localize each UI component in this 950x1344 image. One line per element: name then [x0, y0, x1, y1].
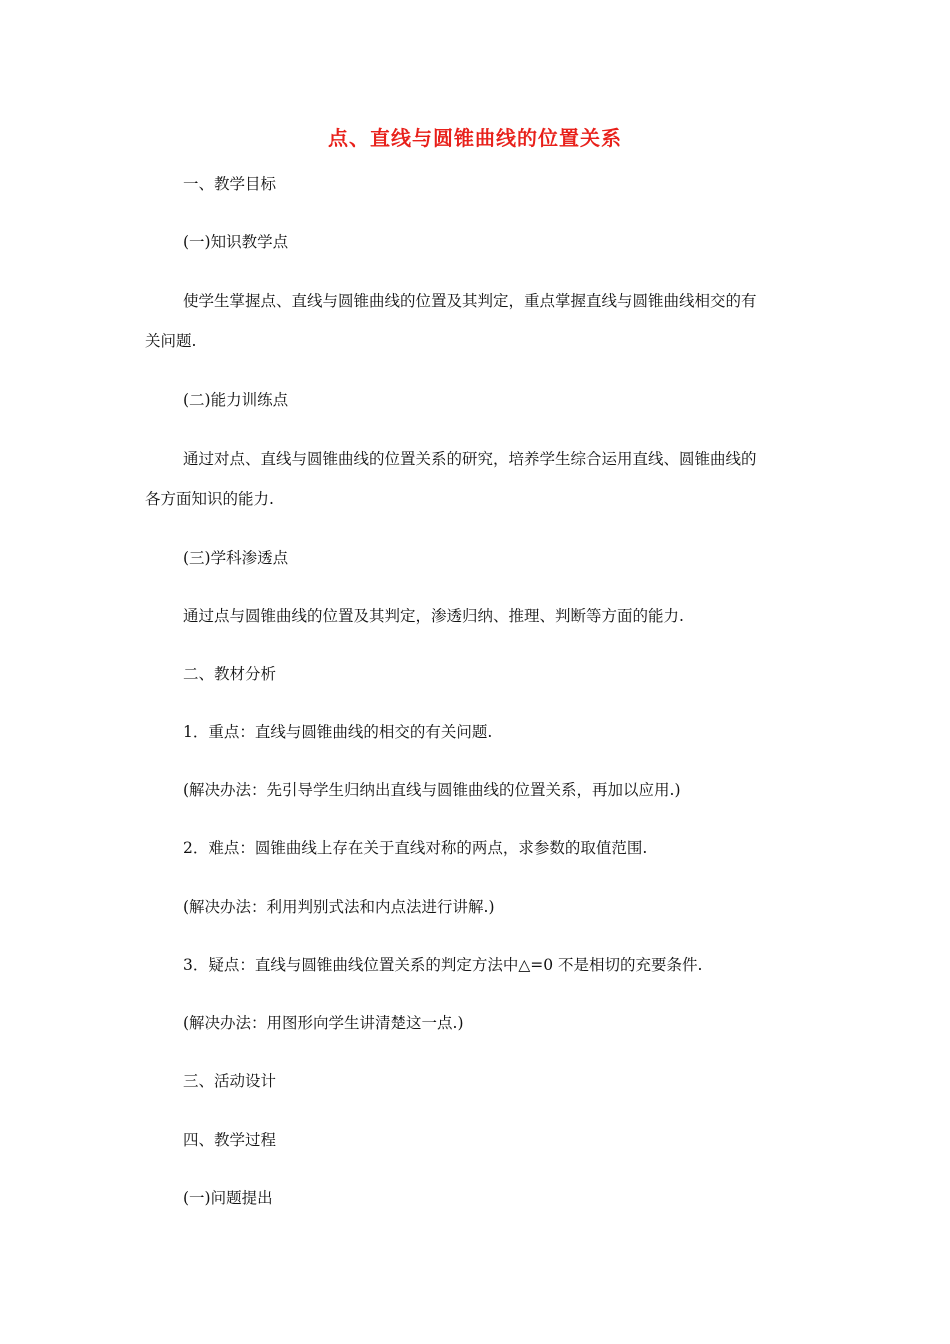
solution-line: (解决办法：利用判别式法和内点法进行讲解.): [183, 898, 495, 916]
key-point-line: 1．重点：直线与圆锥曲线的相交的有关问题.: [183, 723, 493, 741]
paragraph-line: 各方面知识的能力.: [145, 490, 274, 508]
doubt-line: 3．疑点：直线与圆锥曲线位置关系的判定方法中△=0 不是相切的充要条件.: [183, 956, 703, 974]
section-heading-objectives: 一、教学目标: [183, 175, 277, 193]
paragraph-line: 关问题.: [145, 332, 197, 350]
solution-line: (解决办法：用图形向学生讲清楚这一点.): [183, 1014, 464, 1032]
solution-line: (解决办法：先引导学生归纳出直线与圆锥曲线的位置关系，再加以应用.): [183, 781, 681, 799]
subheading-discipline-points: (三)学科渗透点: [183, 549, 289, 567]
paragraph-line: 使学生掌握点、直线与圆锥曲线的位置及其判定，重点掌握直线与圆锥曲线相交的有: [183, 292, 757, 310]
difficulty-line: 2．难点：圆锥曲线上存在关于直线对称的两点，求参数的取值范围.: [183, 839, 648, 857]
subheading-ability-points: (二)能力训练点: [183, 391, 289, 409]
section-heading-material-analysis: 二、教材分析: [183, 665, 277, 683]
paragraph-line: 通过对点、直线与圆锥曲线的位置关系的研究，培养学生综合运用直线、圆锥曲线的: [183, 450, 757, 468]
paragraph-line: 通过点与圆锥曲线的位置及其判定，渗透归纳、推理、判断等方面的能力.: [183, 607, 684, 625]
subheading-problem-raised: (一)问题提出: [183, 1189, 273, 1207]
section-heading-teaching-process: 四、教学过程: [183, 1131, 277, 1149]
document-title: 点、直线与圆锥曲线的位置关系: [328, 126, 622, 150]
section-heading-activity-design: 三、活动设计: [183, 1072, 277, 1090]
subheading-knowledge-points: (一)知识教学点: [183, 233, 289, 251]
